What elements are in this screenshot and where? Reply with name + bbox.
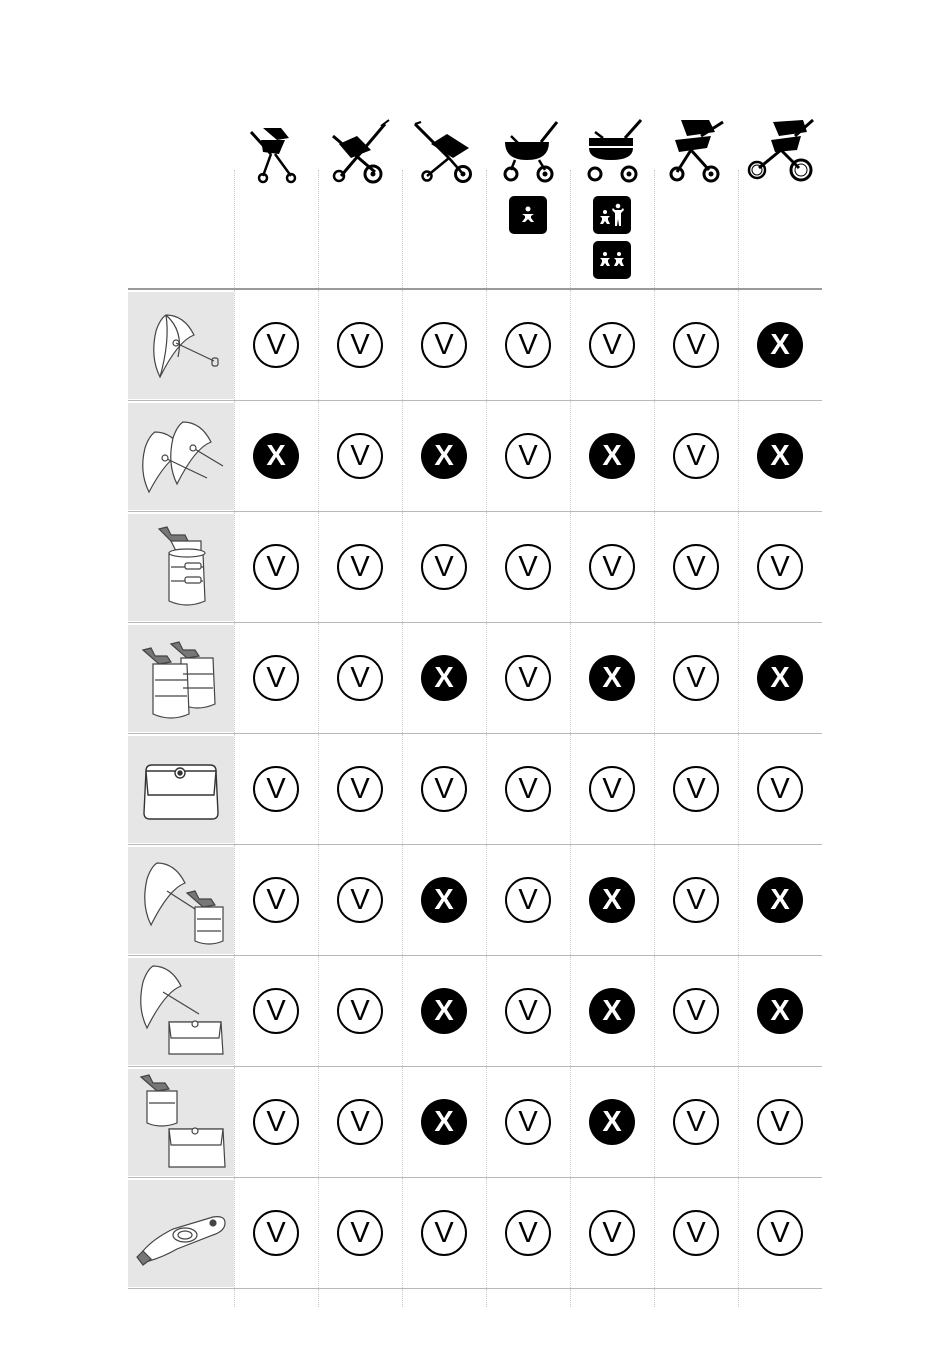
compatible-mark: V <box>505 766 551 812</box>
parasol-icon <box>128 292 234 399</box>
compat-cell <box>738 845 822 955</box>
compat-cell <box>234 512 318 622</box>
compat-cell <box>402 845 486 955</box>
compatible-mark: V <box>421 544 467 590</box>
compatible-mark: V <box>253 1210 299 1256</box>
compat-cell <box>234 290 318 400</box>
organizer-icon <box>128 736 234 843</box>
incompatible-mark: X <box>421 433 467 479</box>
compatible-mark: V <box>673 877 719 923</box>
compat-cell <box>486 512 570 622</box>
two-cup-holders-icon <box>128 625 234 732</box>
compat-cell <box>402 623 486 733</box>
compatible-mark: V <box>253 544 299 590</box>
double-stroller-icon <box>577 110 647 189</box>
column-divider <box>654 1289 655 1307</box>
lightweight-stroller-icon <box>409 110 479 189</box>
compat-cell <box>738 290 822 400</box>
compat-cell <box>234 623 318 733</box>
compat-cell <box>402 734 486 844</box>
accessory-row <box>128 956 822 1067</box>
compat-cell <box>402 956 486 1066</box>
compatible-mark: V <box>421 322 467 368</box>
compat-cell <box>486 956 570 1066</box>
compatible-mark: V <box>505 322 551 368</box>
compat-cell <box>486 401 570 511</box>
chart-footer-space <box>128 1289 822 1307</box>
compat-cell <box>234 1067 318 1177</box>
compat-cell <box>318 290 402 400</box>
compat-cell <box>318 401 402 511</box>
compat-cell <box>318 845 402 955</box>
compatible-mark: V <box>253 877 299 923</box>
compatible-mark: V <box>505 1099 551 1145</box>
column-divider <box>234 170 235 288</box>
compat-cell <box>318 734 402 844</box>
incompatible-mark: X <box>421 655 467 701</box>
compatible-mark: V <box>673 655 719 701</box>
compat-cell <box>738 1067 822 1177</box>
compat-cell <box>234 956 318 1066</box>
accessory-row <box>128 734 822 845</box>
incompatible-mark: X <box>757 322 803 368</box>
compat-cell <box>654 401 738 511</box>
compatible-mark: V <box>505 1210 551 1256</box>
compat-cell <box>738 512 822 622</box>
incompatible-mark: X <box>757 988 803 1034</box>
compatible-mark: V <box>337 1210 383 1256</box>
compatible-mark: V <box>673 433 719 479</box>
compatible-mark: V <box>253 766 299 812</box>
compat-cell <box>570 1178 654 1288</box>
compat-cell <box>486 845 570 955</box>
compat-cell <box>234 845 318 955</box>
compat-cell <box>486 734 570 844</box>
compat-cell <box>486 623 570 733</box>
compat-cell <box>570 956 654 1066</box>
compat-cell <box>486 1178 570 1288</box>
compat-cell <box>234 401 318 511</box>
stroller-5 <box>570 110 654 288</box>
bassinet-stroller-icon <box>493 110 563 189</box>
compatible-mark: V <box>673 1099 719 1145</box>
compat-cell <box>318 1178 402 1288</box>
compatible-mark: V <box>589 1210 635 1256</box>
compatible-mark: V <box>253 1099 299 1145</box>
compatible-mark: V <box>337 433 383 479</box>
twins-badge-icon <box>593 241 631 279</box>
compatible-mark: V <box>505 877 551 923</box>
column-divider <box>486 170 487 288</box>
compat-cell <box>402 290 486 400</box>
compatible-mark: V <box>589 544 635 590</box>
incompatible-mark: X <box>589 1099 635 1145</box>
compat-cell <box>570 401 654 511</box>
two-parasols-icon <box>128 403 234 510</box>
compatible-mark: V <box>673 544 719 590</box>
compat-cell <box>318 623 402 733</box>
incompatible-mark: X <box>589 988 635 1034</box>
cup-holder-icon <box>128 514 234 621</box>
compat-cell <box>570 623 654 733</box>
compatible-mark: V <box>505 655 551 701</box>
compat-cell <box>654 845 738 955</box>
sibling-badge-icon <box>593 196 631 234</box>
jogging-stroller-icon <box>745 110 815 189</box>
compat-cell <box>318 512 402 622</box>
compatible-mark: V <box>673 988 719 1034</box>
compatible-mark: V <box>421 766 467 812</box>
parasol-and-organizer-icon <box>128 958 234 1065</box>
compat-cell <box>738 401 822 511</box>
compat-cell <box>234 734 318 844</box>
column-divider <box>234 1289 235 1307</box>
compat-cell <box>402 1067 486 1177</box>
column-divider <box>570 1289 571 1307</box>
compatible-mark: V <box>589 322 635 368</box>
column-divider <box>402 170 403 288</box>
accessory-row <box>128 512 822 623</box>
compat-cell <box>654 1178 738 1288</box>
compat-cell <box>738 1178 822 1288</box>
compatible-mark: V <box>673 766 719 812</box>
compatible-mark: V <box>337 877 383 923</box>
stroller-4 <box>486 110 570 288</box>
column-divider <box>402 1289 403 1307</box>
accessory-rows <box>128 290 822 1289</box>
one-child-badge-icon <box>509 196 547 234</box>
incompatible-mark: X <box>757 877 803 923</box>
compatible-mark: V <box>337 544 383 590</box>
compatible-mark: V <box>673 322 719 368</box>
compatible-mark: V <box>253 988 299 1034</box>
incompatible-mark: X <box>421 877 467 923</box>
compatible-mark: V <box>673 1210 719 1256</box>
column-divider <box>654 170 655 288</box>
accessory-row <box>128 290 822 401</box>
compat-cell <box>654 734 738 844</box>
compatible-mark: V <box>337 988 383 1034</box>
compatible-mark: V <box>253 322 299 368</box>
incompatible-mark: X <box>589 655 635 701</box>
compatible-mark: V <box>757 544 803 590</box>
column-divider <box>486 1289 487 1307</box>
column-divider <box>570 170 571 288</box>
compat-cell <box>570 845 654 955</box>
compat-cell <box>654 956 738 1066</box>
accessory-row <box>128 401 822 512</box>
compatible-mark: V <box>589 766 635 812</box>
compatible-mark: V <box>757 1099 803 1145</box>
compat-cell <box>654 290 738 400</box>
compatibility-chart <box>128 110 822 1307</box>
compatible-mark: V <box>337 655 383 701</box>
compatible-mark: V <box>253 655 299 701</box>
compatible-mark: V <box>337 322 383 368</box>
folding-stroller-icon <box>325 110 395 189</box>
incompatible-mark: X <box>757 433 803 479</box>
compat-cell <box>570 290 654 400</box>
full-size-stroller-icon <box>661 110 731 189</box>
compat-cell <box>738 623 822 733</box>
compatible-mark: V <box>421 1210 467 1256</box>
compatible-mark: V <box>505 988 551 1034</box>
compat-cell <box>654 1067 738 1177</box>
parasol-and-cup-holder-icon <box>128 847 234 954</box>
accessory-row <box>128 1067 822 1178</box>
stroller-3 <box>402 110 486 288</box>
compatible-mark: V <box>337 766 383 812</box>
snack-tray-icon <box>128 1180 234 1287</box>
compat-cell <box>402 1178 486 1288</box>
incompatible-mark: X <box>589 877 635 923</box>
compatible-mark: V <box>757 1210 803 1256</box>
accessory-row <box>128 845 822 956</box>
compat-cell <box>738 956 822 1066</box>
compat-cell <box>570 734 654 844</box>
incompatible-mark: X <box>589 433 635 479</box>
column-divider <box>738 1289 739 1307</box>
compat-cell <box>318 956 402 1066</box>
column-divider <box>318 170 319 288</box>
stroller-1 <box>234 110 318 288</box>
compat-cell <box>486 290 570 400</box>
incompatible-mark: X <box>421 1099 467 1145</box>
compat-cell <box>654 512 738 622</box>
incompatible-mark: X <box>421 988 467 1034</box>
compat-cell <box>486 1067 570 1177</box>
column-divider <box>738 170 739 288</box>
cup-holder-and-organizer-icon <box>128 1069 234 1176</box>
compat-cell <box>570 1067 654 1177</box>
compatible-mark: V <box>505 433 551 479</box>
compat-cell <box>318 1067 402 1177</box>
compatible-mark: V <box>757 766 803 812</box>
stroller-header-row <box>128 110 822 288</box>
stroller-2 <box>318 110 402 288</box>
incompatible-mark: X <box>757 655 803 701</box>
stroller-7 <box>738 110 822 288</box>
accessory-row <box>128 1178 822 1289</box>
compat-cell <box>654 623 738 733</box>
column-divider <box>318 1289 319 1307</box>
compat-cell <box>570 512 654 622</box>
compat-cell <box>402 401 486 511</box>
accessory-row <box>128 623 822 734</box>
compat-cell <box>234 1178 318 1288</box>
compact-stroller-icon <box>241 110 311 189</box>
compatible-mark: V <box>337 1099 383 1145</box>
compat-cell <box>402 512 486 622</box>
compatible-mark: V <box>505 544 551 590</box>
incompatible-mark: X <box>253 433 299 479</box>
stroller-6 <box>654 110 738 288</box>
compat-cell <box>738 734 822 844</box>
